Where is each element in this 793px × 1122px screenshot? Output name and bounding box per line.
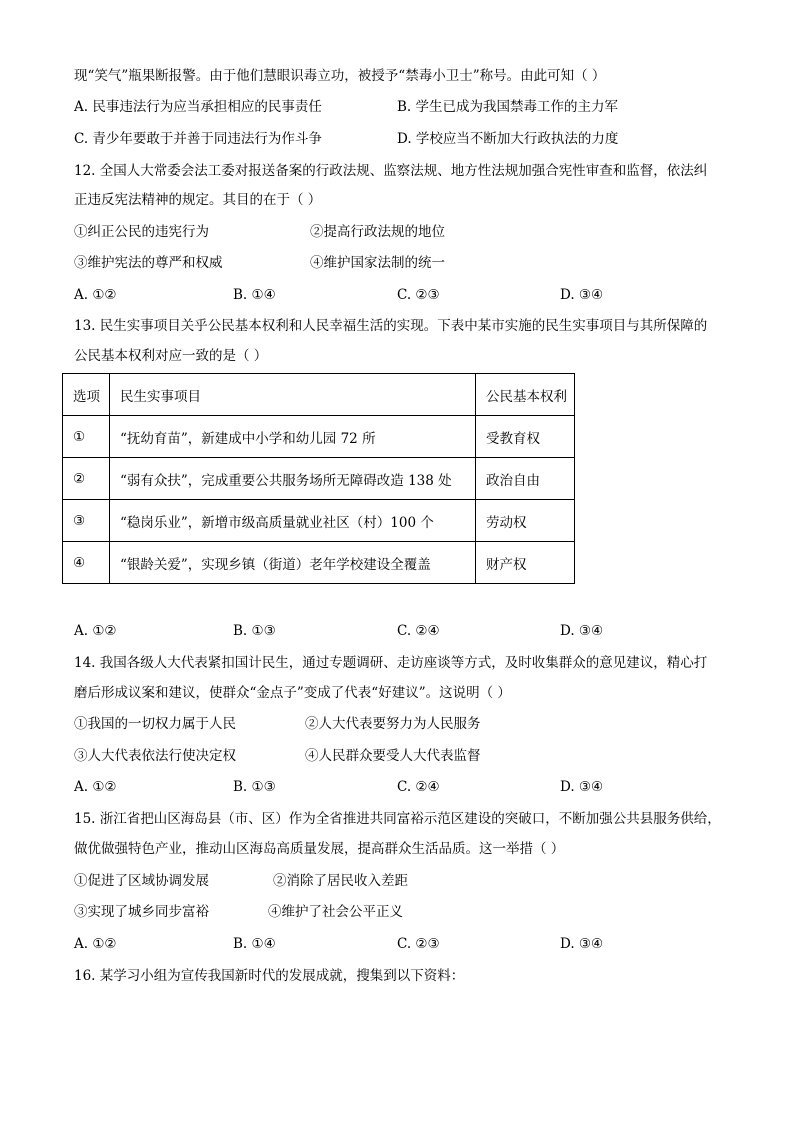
q15-item-4: ④维护了社会公平正义: [268, 904, 403, 920]
q12-item-2: ②提高行政法规的地位: [310, 224, 445, 240]
q14-item-3: ③人大代表依法行使决定权: [74, 748, 236, 764]
q16-stem-line1: 16. 某学习小组为宣传我国新时代的发展成就，搜集到以下资料：: [74, 968, 465, 984]
q14-option-c[interactable]: C. ②④: [397, 779, 440, 795]
table-cell-project: “抚幼育苗”，新建成中小学和幼儿园 72 所: [110, 416, 476, 458]
table-header-project: 民生实事项目: [110, 374, 476, 416]
q12-option-d[interactable]: D. ③④: [560, 287, 604, 303]
q15-stem-line2: 做优做强特色产业，推动山区海岛高质量发展，提高群众生活品质。这一举措（ ）: [74, 841, 565, 857]
q15-option-c[interactable]: C. ②③: [397, 936, 440, 952]
table-row: [63, 542, 575, 584]
q13-table: [62, 373, 575, 584]
q15-option-b[interactable]: B. ①④: [233, 936, 276, 952]
q13-stem-line1: 13. 民生实事项目关乎公民基本权利和人民幸福生活的实现。下表中某市实施的民生实事项目与其所保障的: [74, 318, 708, 334]
q11-option-d[interactable]: D. 学校应当不断加大行政执法的力度: [397, 131, 619, 147]
q15-item-1: ①促进了区域协调发展: [74, 873, 209, 889]
table-header-option: 选项: [63, 374, 110, 416]
q15-option-d[interactable]: D. ③④: [560, 936, 604, 952]
q14-stem-line2: 磨后形成议案和建议，使群众“金点子”变成了代表“好建议”。这说明（ ）: [74, 685, 511, 701]
table-cell-option: ①: [63, 416, 110, 458]
table-cell-right: 受教育权: [476, 416, 575, 458]
q12-option-c[interactable]: C. ②③: [397, 287, 440, 303]
table-cell-right: 劳动权: [476, 500, 575, 542]
q11-option-a[interactable]: A. 民事违法行为应当承担相应的民事责任: [74, 99, 322, 115]
q12-stem-line2: 正违反宪法精神的规定。其目的在于（ ）: [74, 192, 322, 208]
table-cell-right: 财产权: [476, 542, 575, 584]
table-header-row: [63, 374, 575, 416]
table-cell-option: ②: [63, 458, 110, 500]
q14-item-1: ①我国的一切权力属于人民: [74, 716, 236, 732]
q12-option-b[interactable]: B. ①④: [233, 287, 276, 303]
q11-option-b[interactable]: B. 学生已成为我国禁毒工作的主力军: [397, 99, 619, 115]
q14-item-2: ②人大代表要努力为人民服务: [305, 716, 481, 732]
q12-item-3: ③维护宪法的尊严和权威: [74, 255, 223, 271]
q12-item-4: ④维护国家法制的统一: [310, 255, 445, 271]
table-cell-right: 政治自由: [476, 458, 575, 500]
table-cell-option: ④: [63, 542, 110, 584]
q13-option-b[interactable]: B. ①③: [233, 623, 276, 639]
q14-option-d[interactable]: D. ③④: [560, 779, 604, 795]
q13-option-d[interactable]: D. ③④: [560, 623, 604, 639]
table-row: [63, 500, 575, 542]
q13-option-a[interactable]: A. ①②: [74, 623, 117, 639]
table-cell-project: “稳岗乐业”，新增市级高质量就业社区（村）100 个: [110, 500, 476, 542]
q15-item-3: ③实现了城乡同步富裕: [74, 904, 209, 920]
q11-option-c[interactable]: C. 青少年要敢于并善于同违法行为作斗争: [74, 131, 322, 147]
table-row: [63, 416, 575, 458]
q15-stem-line1: 15. 浙江省把山区海岛县（市、区）作为全省推进共同富裕示范区建设的突破口，不断加强公共县服务供给，: [74, 811, 721, 827]
table-cell-option: ③: [63, 500, 110, 542]
table-header-right: 公民基本权利: [476, 374, 575, 416]
table-cell-project: “弱有众扶”，完成重要公共服务场所无障碍改造 138 处: [110, 458, 476, 500]
q14-option-a[interactable]: A. ①②: [74, 779, 117, 795]
q14-option-b[interactable]: B. ①③: [233, 779, 276, 795]
table-cell-project: “银龄关爱”，实现乡镇（街道）老年学校建设全覆盖: [110, 542, 476, 584]
q13-stem-line2: 公民基本权利对应一致的是（ ）: [74, 348, 268, 364]
q12-stem-line1: 12. 全国人大常委会法工委对报送备案的行政法规、监察法规、地方性法规加强合宪性审查和监督，依法纠: [74, 163, 708, 179]
table-row: [63, 458, 575, 500]
q12-item-1: ①纠正公民的违宪行为: [74, 224, 209, 240]
q14-item-4: ④人民群众要受人大代表监督: [305, 748, 481, 764]
q15-item-2: ②消除了居民收入差距: [273, 873, 408, 889]
q13-option-c[interactable]: C. ②④: [397, 623, 440, 639]
q12-option-a[interactable]: A. ①②: [74, 287, 117, 303]
q11-stem: 现“笑气”瓶果断报警。由于他们慧眼识毒立功，被授予“禁毒小卫士”称号。由此可知（ ）: [74, 68, 606, 84]
q14-stem-line1: 14. 我国各级人大代表紧扣国计民生，通过专题调研、走访座谈等方式，及时收集群众的意见建议，精心打: [74, 655, 708, 671]
q15-option-a[interactable]: A. ①②: [74, 936, 117, 952]
